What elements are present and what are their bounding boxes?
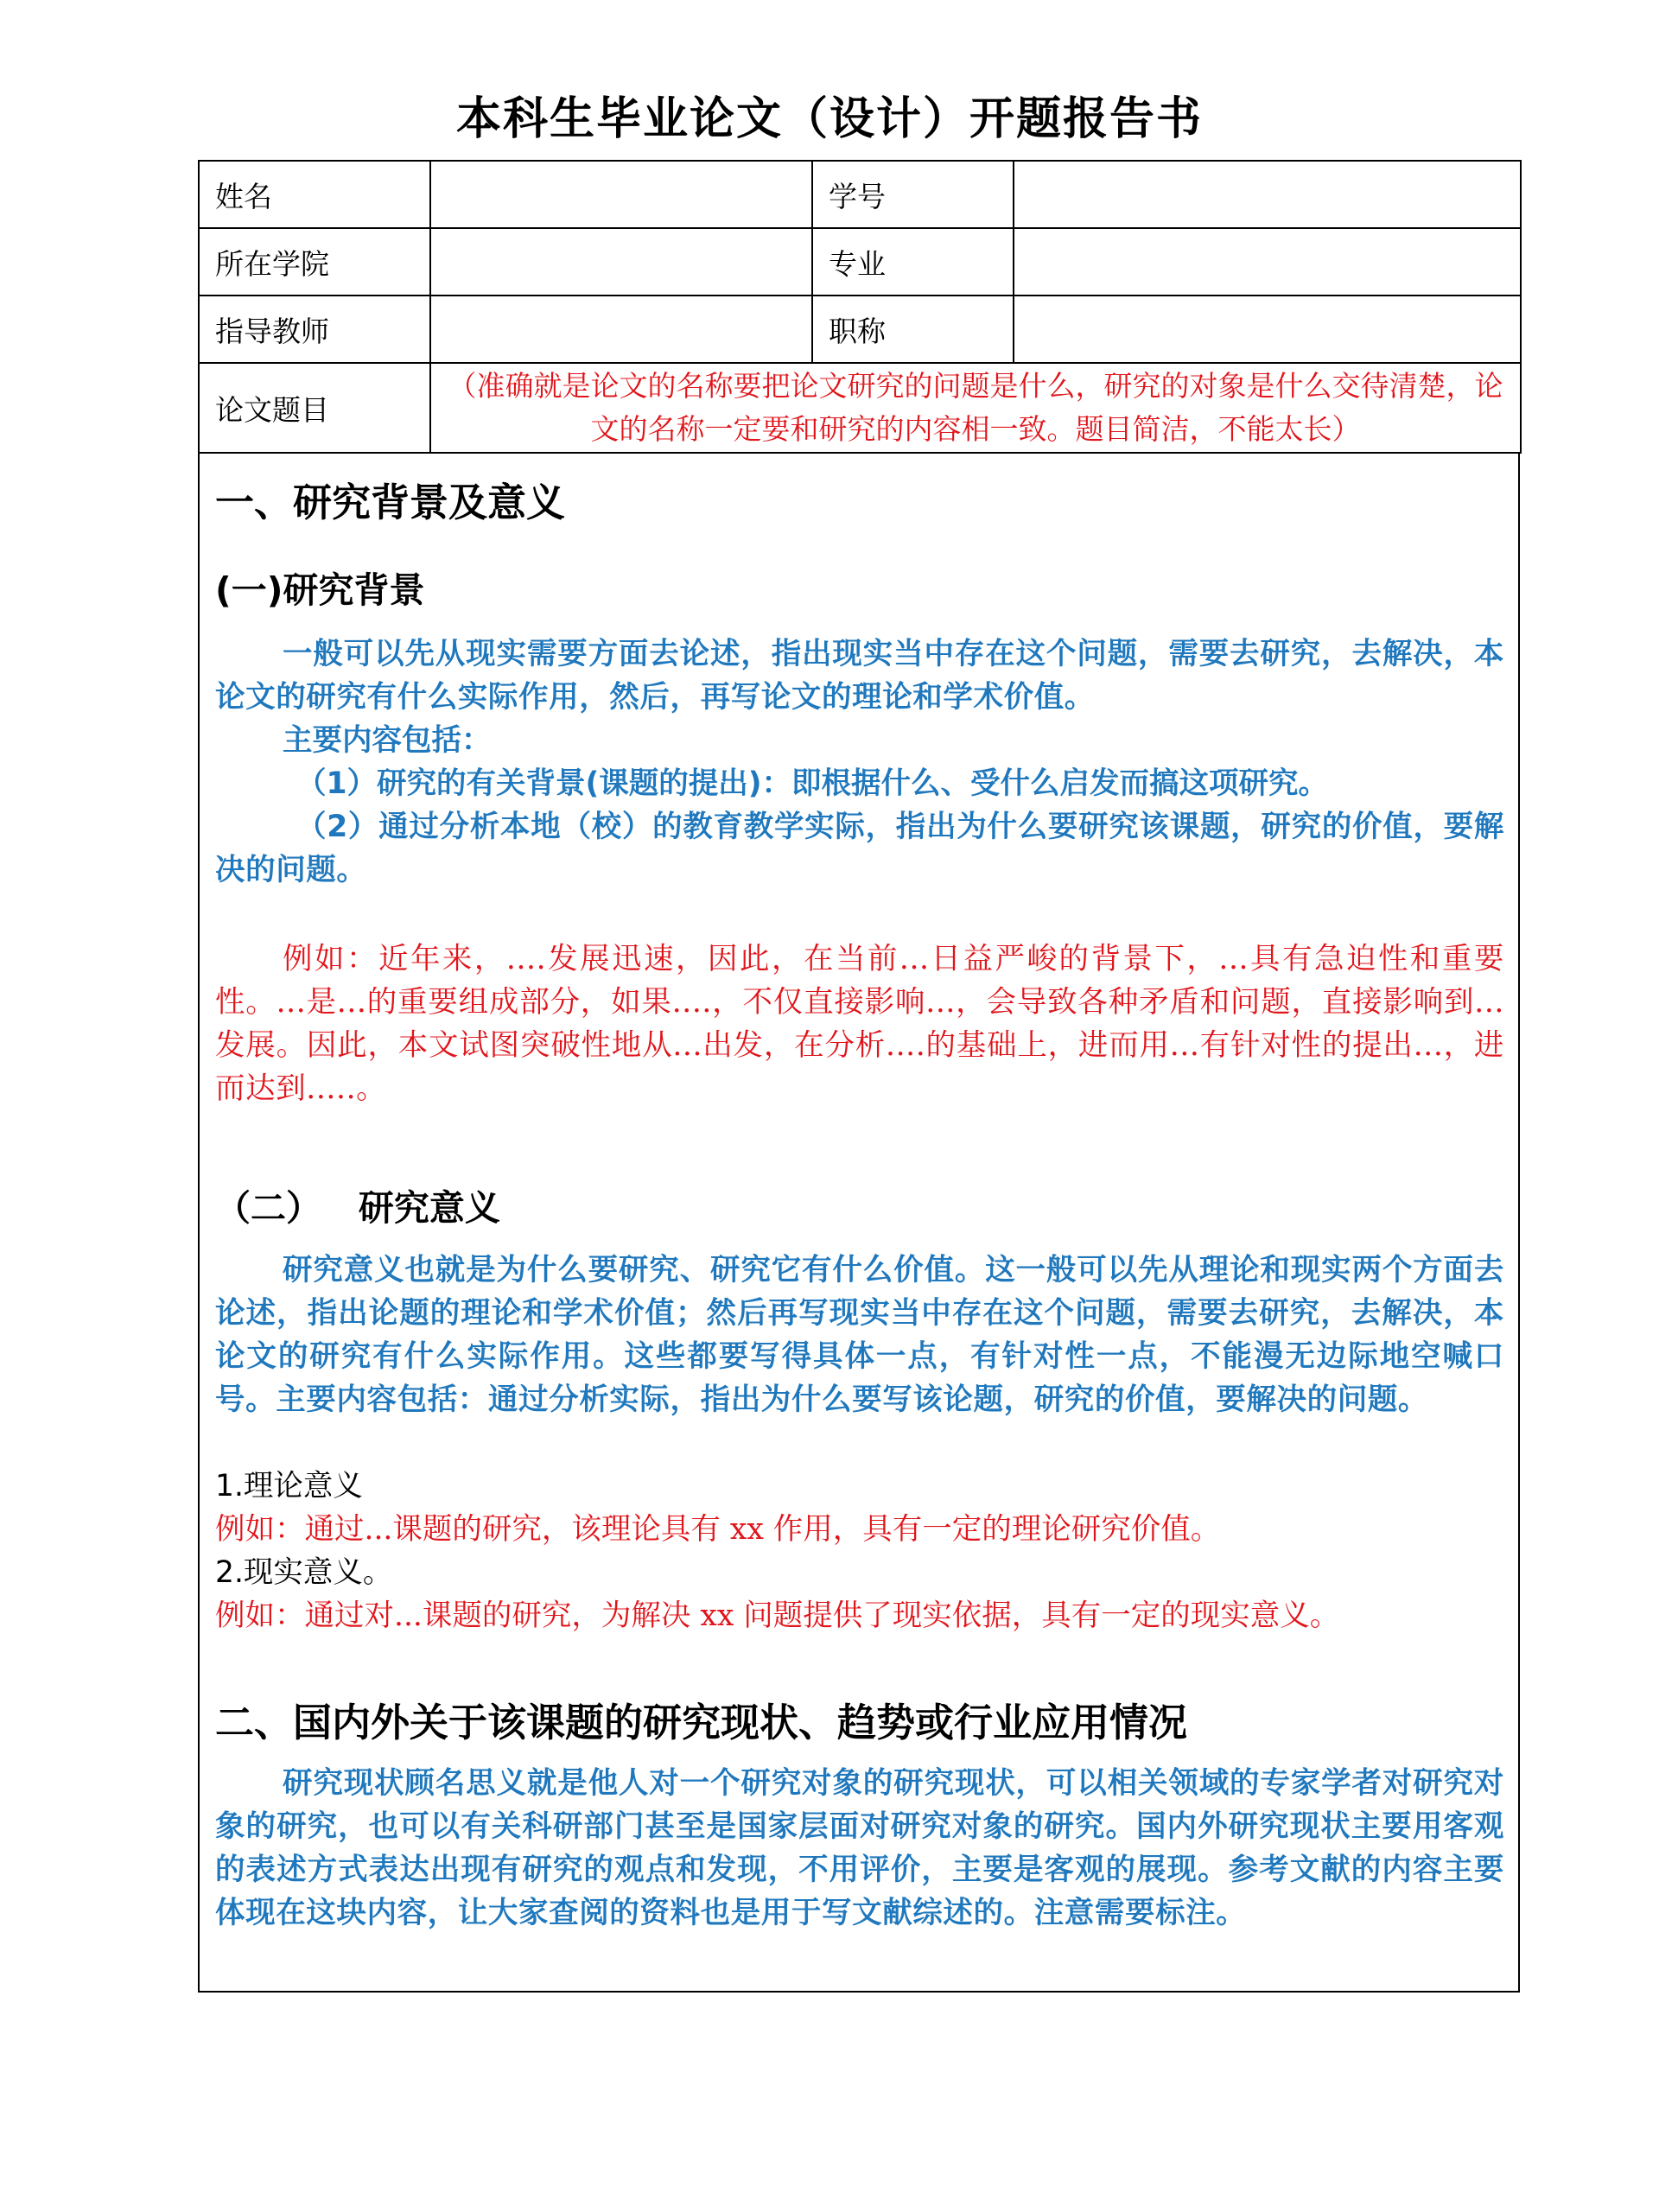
student-info-table <box>198 160 1522 454</box>
title-rank-field[interactable] <box>1014 296 1521 363</box>
background-item-1: （1）研究的有关背景(课题的提出)：即根据什么、受什么启发而搞这项研究。 <box>296 766 1329 801</box>
title-rank-label: 职称 <box>812 296 1014 363</box>
theory-significance-example: 例如：通过...课题的研究，该理论具有 xx 作用，具有一定的理论研究价值。 <box>215 1512 1221 1547</box>
table-row <box>199 161 1521 228</box>
background-heading: (一)研究背景 <box>215 569 425 611</box>
significance-heading: （二） 研究意义 <box>215 1187 500 1229</box>
background-paragraph: 一般可以先从现实需要方面去论述，指出现实当中存在这个问题，需要去研究，去解决，本论文的研究有什么实际作用，然后，再写论文的理论和学术价值。 <box>215 637 1504 715</box>
advisor-label: 指导教师 <box>199 296 430 363</box>
background-example: 例如：近年来，....发展迅速，因此，在当前...日益严峻的背景下，...具有急迫性和重要性。...是...的重要组成部分，如果....，不仅直接影响...，会导致各种矛盾和问题，直接影响到...发展。因此，本文试图突破性地从...出发，在分析....的基础上，进而用...有针对性的提出...，进而达到.....。 <box>215 942 1504 1106</box>
thesis-title-label: 论文题目 <box>199 363 430 453</box>
section2-heading: 二、国内外关于该课题的研究现状、趋势或行业应用情况 <box>215 1700 1188 1745</box>
document-title: 本科生毕业论文（设计）开题报告书 <box>455 93 1203 145</box>
significance-paragraph: 研究意义也就是为什么要研究、研究它有什么价值。这一般可以先从理论和现实两个方面去论述，指出论题的理论和学术价值；然后再写现实当中存在这个问题，需要去研究，去解决，本论文的研究有什么实际作用。这些都要写得具体一点，有针对性一点，不能漫无边际地空喊口号。主要内容包括：通过分析实际，指出为什么要写该论题，研究的价值，要解决的问题。 <box>215 1253 1504 1417</box>
section1-heading: 一、研究背景及意义 <box>215 480 566 525</box>
student-id-field[interactable] <box>1014 161 1521 228</box>
theory-significance-label: 1.理论意义 <box>215 1469 363 1503</box>
practical-significance-label: 2.现实意义。 <box>215 1555 393 1590</box>
college-field[interactable] <box>430 228 812 296</box>
name-label: 姓名 <box>199 161 430 228</box>
main-content-label: 主要内容包括： <box>283 723 492 758</box>
table-row <box>199 228 1521 296</box>
thesis-title-field[interactable]: （准确就是论文的名称要把论文研究的问题是什么，研究的对象是什么交待清楚，论文的名称一定要和研究的内容相一致。题目简洁，不能太长） <box>430 363 1521 453</box>
background-item-2: （2）通过分析本地（校）的教育教学实际，指出为什么要研究该课题，研究的价值，要解决的问题。 <box>215 810 1504 887</box>
table-row <box>199 363 1521 453</box>
advisor-field[interactable] <box>430 296 812 363</box>
name-field[interactable] <box>430 161 812 228</box>
report-body <box>198 454 1520 1993</box>
practical-significance-example: 例如：通过对...课题的研究，为解决 xx 问题提供了现实依据，具有一定的现实意义。 <box>215 1599 1340 1633</box>
table-row <box>199 296 1521 363</box>
major-field[interactable] <box>1014 228 1521 296</box>
student-id-label: 学号 <box>812 161 1014 228</box>
research-status-paragraph: 研究现状顾名思义就是他人对一个研究对象的研究现状，可以相关领域的专家学者对研究对象的研究，也可以有关科研部门甚至是国家层面对研究对象的研究。国内外研究现状主要用客观的表述方式表达出现有研究的观点和发现，不用评价，主要是客观的展现。参考文献的内容主要体现在这块内容，让大家查阅的资料也是用于写文献综述的。注意需要标注。 <box>215 1766 1504 1930</box>
major-label: 专业 <box>812 228 1014 296</box>
college-label: 所在学院 <box>199 228 430 296</box>
